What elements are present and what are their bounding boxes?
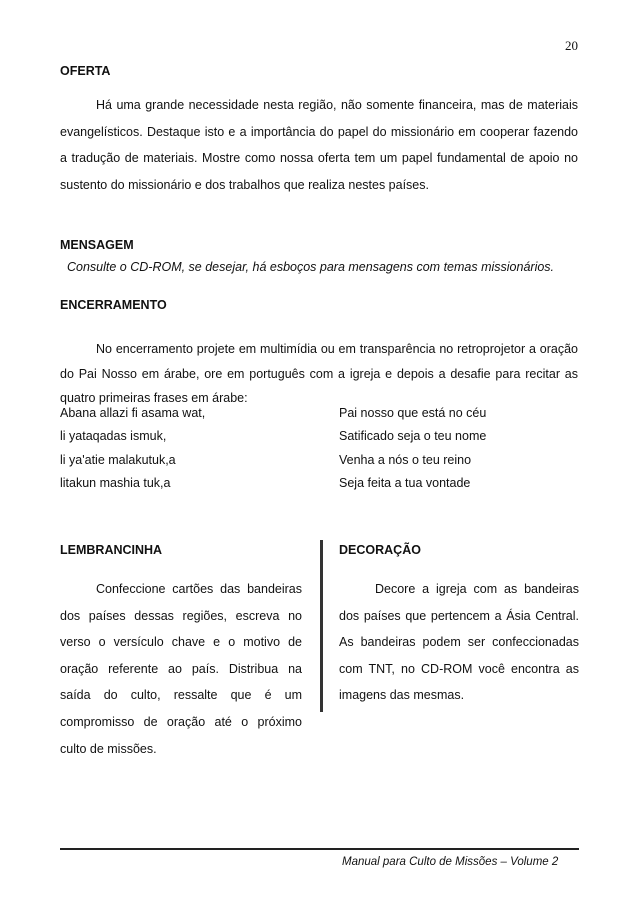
encerramento-text: No encerramento projete em multimídia ou em transparência no retroprojetor a oração do Pai Nosso em árabe, ore em português com a igreja e depois a desafie para recitar as quatro primeiras frases em árabe: — [60, 342, 578, 405]
lembrancinha-paragraph — [60, 576, 302, 762]
page-number: 20 — [565, 38, 578, 53]
prayer-line — [60, 476, 580, 499]
decoracao-text: Decore a igreja com as bandeiras dos países que pertencem a Ásia Central. As bandeiras podem ser confeccionadas com TNT, no CD-ROM você encontra as imagens das mesmas. — [339, 582, 579, 703]
prayer-portuguese: Pai nosso que está no céu — [339, 406, 487, 420]
oferta-heading: OFERTA — [60, 64, 111, 78]
oferta-paragraph — [60, 92, 578, 198]
prayer-arabic: li ya'atie malakutuk,a — [60, 452, 176, 467]
lembrancinha-text: Confeccione cartões das bandeiras dos países dessas regiões, escreva no verso o versículo chave e o motivo de oração referente ao país. Distribua na saída do culto, ressalte que é um compromisso de oração até o próximo culto de missões. — [60, 582, 302, 756]
oferta-text: Há uma grande necessidade nesta região, não somente financeira, mas de materiais evangelísticos. Destaque isto e a importância do papel do missionário em cooperar fazendo a tradução de materiais. Mostre como nossa oferta tem um papel fundamental de apoio no sustento do missionário e dos trabalhos que realiza nestes países. — [60, 98, 578, 192]
prayer-table — [60, 406, 580, 499]
column-divider — [320, 540, 323, 712]
prayer-portuguese: Venha a nós o teu reino — [339, 452, 472, 467]
encerramento-heading: ENCERRAMENTO — [60, 298, 167, 312]
footer-text: Manual para Culto de Missões – Volume 2 — [342, 856, 559, 868]
mensagem-text: Consulte o CD-ROM, se desejar, há esboços para mensagens com temas missionários. — [67, 260, 555, 274]
prayer-line — [60, 453, 580, 476]
prayer-portuguese: Seja feita a tua vontade — [339, 475, 471, 490]
prayer-arabic: li yataqadas ismuk, — [60, 429, 167, 444]
prayer-line — [60, 429, 580, 452]
footer-rule — [60, 848, 579, 850]
mensagem-heading: MENSAGEM — [60, 238, 134, 252]
lembrancinha-heading: LEMBRANCINHA — [60, 543, 163, 557]
encerramento-paragraph — [60, 337, 578, 411]
decoracao-heading: DECORAÇÃO — [339, 543, 421, 557]
prayer-arabic: Abana allazi fi asama wat, — [60, 406, 206, 420]
prayer-portuguese: Satificado seja o teu nome — [339, 429, 487, 444]
decoracao-paragraph — [339, 576, 579, 709]
prayer-arabic: litakun mashia tuk,a — [60, 475, 171, 490]
prayer-line — [60, 406, 580, 429]
